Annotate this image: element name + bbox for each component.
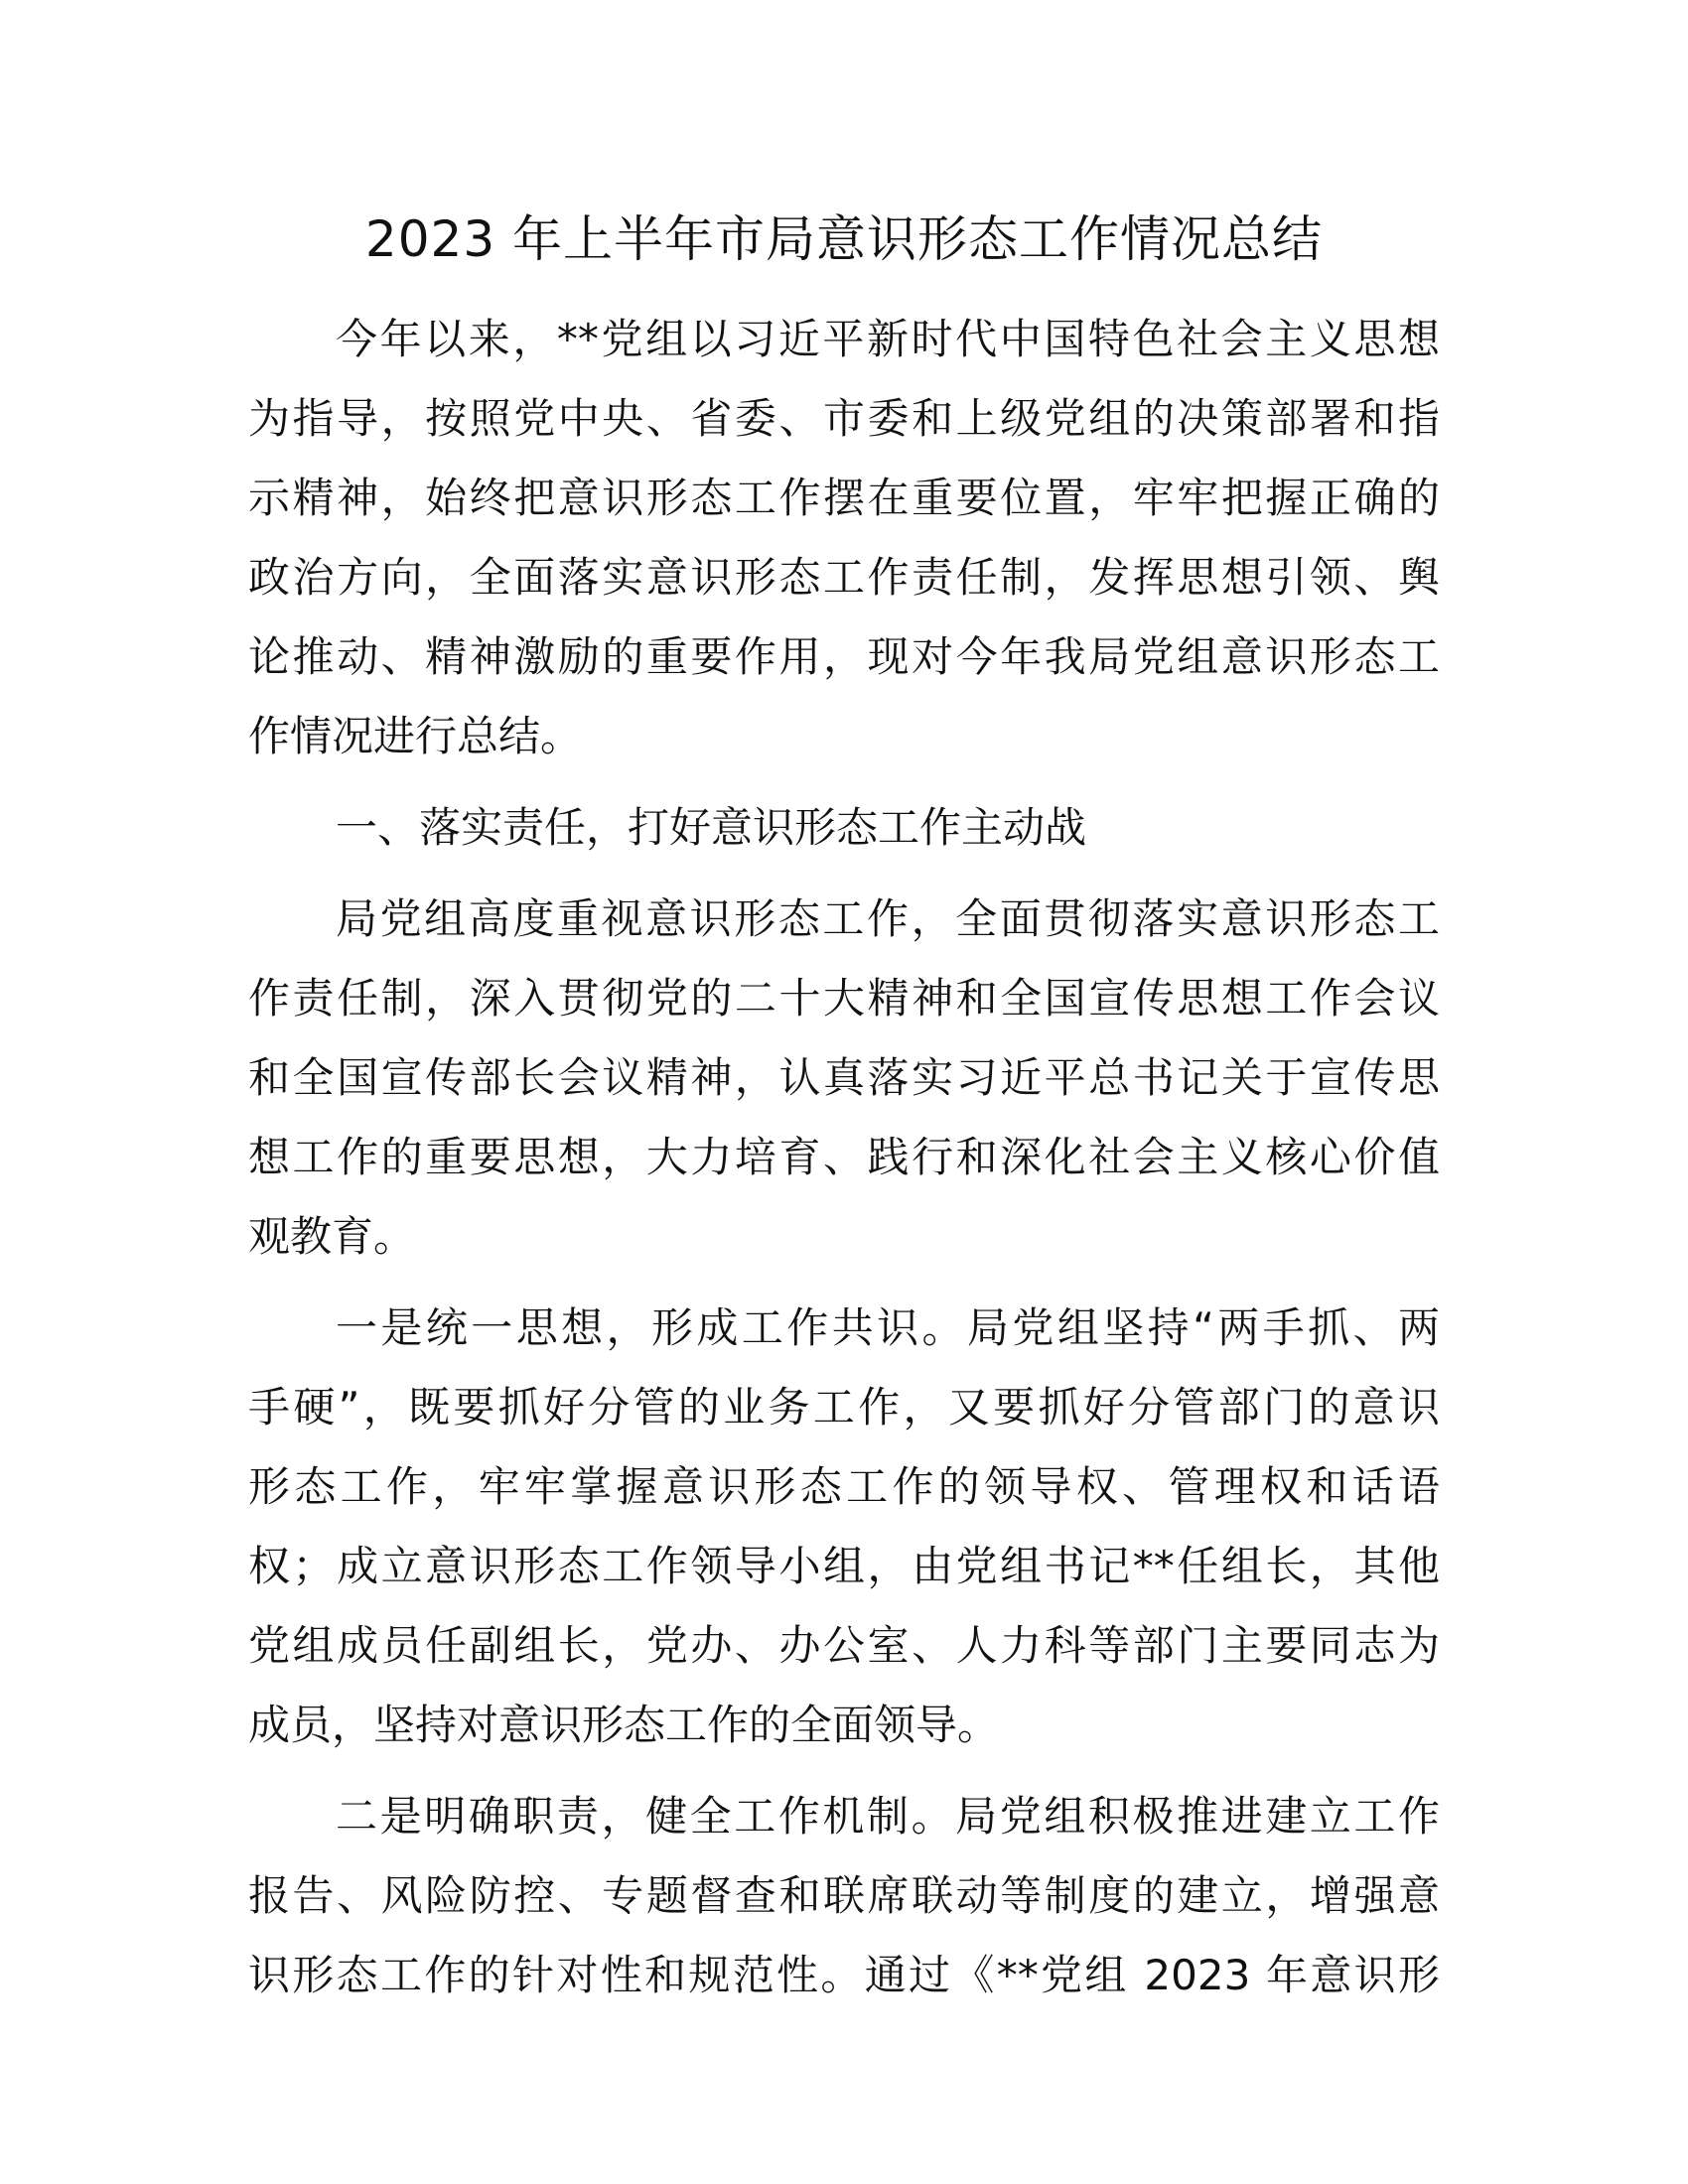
intro-line-3: 示精神，始终把意识形态工作摆在重要位置，牢牢把握正确的 xyxy=(248,474,1440,522)
section-1-body-line-1: 局党组高度重视意识形态工作，全面贯彻落实意识形态工 xyxy=(336,894,1440,943)
intro-line-6: 作情况进行总结。 xyxy=(248,712,583,760)
point-2-line-1: 二是明确职责，健全工作机制。局党组积极推进建立工作 xyxy=(336,1792,1440,1841)
point-1-line-2: 手硬”，既要抓好分管的业务工作，又要抓好分管部门的意识 xyxy=(248,1383,1440,1432)
intro-paragraph xyxy=(248,300,1440,776)
point-1-line-6: 成员，坚持对意识形态工作的全面领导。 xyxy=(248,1701,1000,1749)
section-1-body-line-4: 想工作的重要思想，大力培育、践行和深化社会主义核心价值 xyxy=(248,1133,1440,1181)
intro-line-4: 政治方向，全面落实意识形态工作责任制，发挥思想引领、舆 xyxy=(248,553,1440,602)
section-1-heading-line: 一、落实责任，打好意识形态工作主动战 xyxy=(336,803,1087,852)
section-1-body-line-3: 和全国宣传部长会议精神，认真落实习近平总书记关于宣传思 xyxy=(248,1053,1440,1102)
intro-line-2: 为指导，按照党中央、省委、市委和上级党组的决策部署和指 xyxy=(248,394,1440,443)
point-2-paragraph xyxy=(248,1777,1440,2015)
point-2-line-3: 识形态工作的针对性和规范性。通过《**党组 2023 年意识形 xyxy=(248,1951,1440,1999)
intro-line-5: 论推动、精神激励的重要作用，现对今年我局党组意识形态工 xyxy=(248,632,1440,681)
point-1-line-5: 党组成员任副组长，党办、办公室、人力科等部门主要同志为 xyxy=(248,1621,1440,1670)
document-title: 2023 年上半年市局意识形态工作情况总结 xyxy=(364,210,1324,268)
section-1-body-line-2: 作责任制，深入贯彻党的二十大精神和全国宣传思想工作会议 xyxy=(248,974,1440,1023)
point-1-line-4: 权；成立意识形态工作领导小组，由党组书记**任组长，其他 xyxy=(248,1542,1440,1590)
point-2-line-2: 报告、风险防控、专题督查和联席联动等制度的建立，增强意 xyxy=(248,1871,1440,1920)
point-1-line-1: 一是统一思想，形成工作共识。局党组坚持“两手抓、两 xyxy=(336,1303,1440,1352)
section-1-body-paragraph xyxy=(248,880,1440,1277)
point-1-paragraph xyxy=(248,1289,1440,1765)
document-body xyxy=(248,300,1440,2027)
intro-line-1: 今年以来，**党组以习近平新时代中国特色社会主义思想 xyxy=(336,315,1440,363)
section-1-heading xyxy=(248,788,1440,868)
section-1-body-line-5: 观教育。 xyxy=(248,1212,416,1261)
point-1-line-3: 形态工作，牢牢掌握意识形态工作的领导权、管理权和话语 xyxy=(248,1462,1440,1511)
